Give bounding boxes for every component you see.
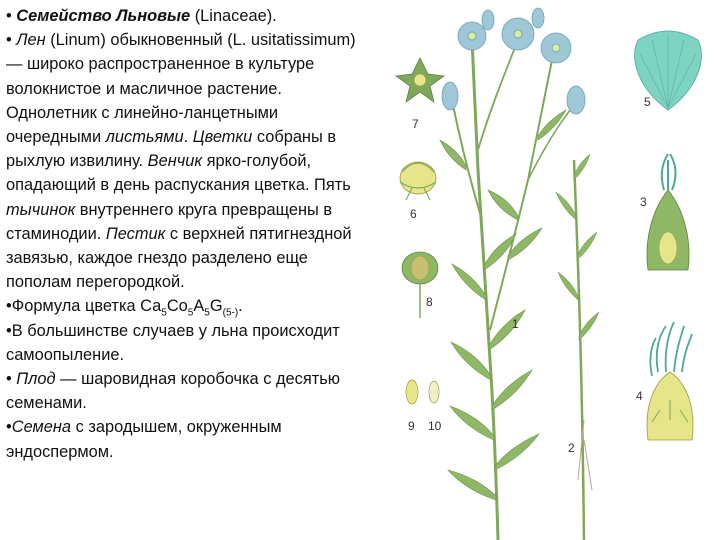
bullet: • <box>6 418 12 437</box>
stamens-term: тычинок <box>6 200 76 219</box>
formula-prefix: •Формула цветка Са <box>6 297 162 316</box>
figure-labels <box>408 95 651 455</box>
seed-term: Семена <box>11 418 72 437</box>
root-illustration <box>556 154 599 540</box>
label-1: 1 <box>512 317 519 331</box>
capsule-illustration <box>400 162 436 200</box>
flower-section-illustration <box>647 154 689 270</box>
label-9: 9 <box>408 419 415 433</box>
flax-label: Лен <box>16 31 46 50</box>
pistil-term: Пестик <box>105 224 166 243</box>
bullet: • <box>6 7 17 25</box>
paragraph-family <box>6 4 376 28</box>
formula-part: А <box>193 297 205 316</box>
stamens-illustration <box>647 322 693 440</box>
bullet: • <box>6 31 17 50</box>
paragraph-pollination: •В большинстве случаев у льна происходит самоопыление. <box>6 321 340 364</box>
corolla-description: ярко-голубой, опадающий в день распускания цветка. Пять <box>6 152 351 195</box>
label-4: 4 <box>636 389 643 403</box>
label-8: 8 <box>426 295 433 309</box>
formula-sub: 5 <box>204 307 210 319</box>
flax-plant-illustration <box>440 8 585 540</box>
formula-part: Со <box>166 297 188 316</box>
formula-sub: (5-) <box>222 307 239 319</box>
formula-sub: 5 <box>187 307 194 319</box>
family-label: Семейство Льновые <box>16 7 191 25</box>
flowers-description: собраны в рыхлую извилину. <box>6 128 337 171</box>
label-6: 6 <box>410 207 417 221</box>
fruit-description: — шаровидная коробочка с десятью семенами. <box>6 370 341 413</box>
formula-end: . <box>238 297 243 316</box>
paragraph-fruit <box>6 367 376 415</box>
separator: . <box>183 128 193 147</box>
flax-description: (Linum) обыкновенный (L. usitatissimum) — широко распространенное в культуре волокнистое и масличное растение. Однолетник с линейно-ланцетными очередными <box>6 31 356 147</box>
paragraph-formula <box>6 294 376 318</box>
family-latin: (Linaceae). <box>190 7 277 25</box>
formula-sub: 5 <box>161 307 167 319</box>
label-10: 10 <box>428 419 442 433</box>
label-3: 3 <box>640 195 647 209</box>
flowers-term: Цветки <box>192 128 253 147</box>
corolla-term: Венчик <box>147 152 203 171</box>
bud-illustration <box>396 58 444 102</box>
paragraph-seed <box>6 415 376 463</box>
seed-description: с зародышем, окруженным эндоспермом. <box>6 418 282 461</box>
stamens-description: внутреннего круга превращены в стаминодии. <box>6 200 333 243</box>
pistil-description: с верхней пятигнездной завязью, каждое гнездо разделено еще пополам перегородкой. <box>6 224 352 292</box>
leaves-term: листьями <box>105 128 184 147</box>
label-7: 7 <box>412 117 419 131</box>
label-2: 2 <box>568 441 575 455</box>
seed-illustration <box>406 380 439 404</box>
formula-part: G <box>209 297 223 316</box>
bullet: • <box>6 370 17 389</box>
fruit-term: Плод <box>16 370 56 389</box>
label-5: 5 <box>644 95 651 109</box>
description-text <box>6 4 376 464</box>
botanical-plate <box>378 0 720 540</box>
paragraph-flax <box>6 28 376 294</box>
